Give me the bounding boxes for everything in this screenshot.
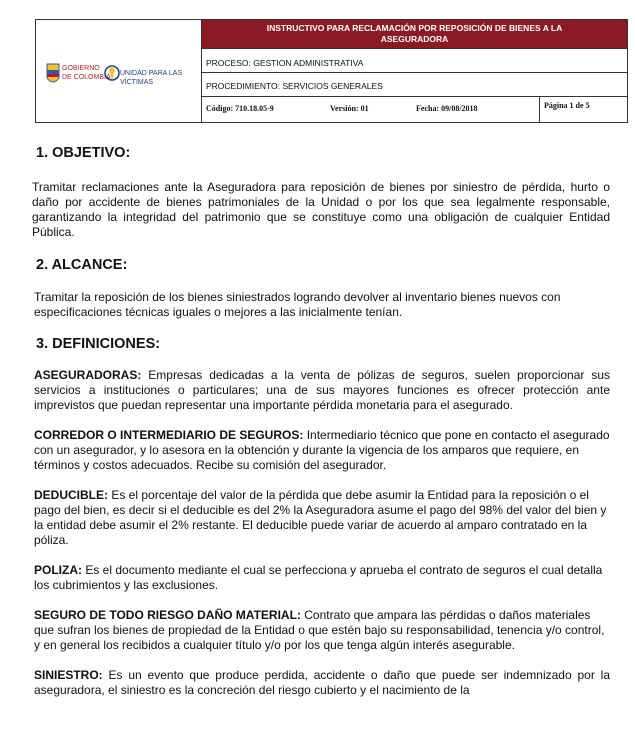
definition-item: SINIESTRO: Es un evento que produce perdida, accidente o daño que puede ser indemnizado por la aseguradora, el siniestro es la concreción del riesgo cubierto y el nacimiento de la: [34, 668, 610, 697]
definition-item: ASEGURADORAS: Empresas dedicadas a la venta de pólizas de seguros, suelen proporcionar sus servicios a instituciones o particulares; una de sus mayores funciones es ofrecer protección ante imprevistos que puedan representar una importante pérdida monetaria para el asegurado.: [34, 368, 610, 412]
codigo: Código: 710.18.05-9: [206, 104, 274, 113]
objetivo-heading: 1. OBJETIVO:: [36, 145, 131, 161]
alcance-heading: 2. ALCANCE:: [36, 257, 128, 273]
pagina: Página 1 de 5: [539, 97, 627, 122]
definition-item: DEDUCIBLE: Es el porcentaje del valor de la pérdida que debe asumir la Entidad para la reposición o el pago del bien, es decir si el deducible es del 2% la Aseguradora asume el pago del 98% del valor del bien y la entidad debe asumir el 2% restante. El deducible puede variar de acuerdo al amparo contratado en la póliza.: [34, 488, 607, 547]
logo1-text: GOBIERNO DE COLOMBIA: [62, 65, 111, 81]
procedimiento-row: PROCEDIMIENTO: SERVICIOS GENERALES: [202, 72, 627, 96]
proceso-row: PROCESO: GESTION ADMINISTRATIVA: [202, 48, 627, 72]
definiciones-heading: 3. DEFINICIONES:: [36, 336, 161, 352]
document-header: [35, 19, 628, 123]
meta-row: [202, 96, 627, 122]
document-body: [32, 146, 610, 698]
version: Versión: 01: [330, 104, 369, 113]
victims-unit-logo-icon: [104, 62, 120, 84]
fecha: Fecha: 09/08/2018: [416, 104, 478, 113]
definition-item: SEGURO DE TODO RIESGO DAÑO MATERIAL: Contrato que ampara las pérdidas o daños materiales que sufran los bienes de propiedad de la Entidad o que estén bajo su responsabilidad, tenencia y/o control, y en general los recibidos a cualquier título y/o por los que tenga algún interés asegurable.: [34, 608, 605, 652]
document-title: INSTRUCTIVO PARA RECLAMACIÓN POR REPOSICIÓN DE BIENES A LA ASEGURADORA: [202, 20, 627, 48]
logo-cell: [36, 20, 202, 122]
logo2-text: UNIDAD PARA LAS VÍCTIMAS: [120, 70, 183, 86]
objetivo-text: Tramitar reclamaciones ante la Aseguradora para reposición de bienes por siniestro de pérdida, hurto o daño por accidente de bienes patrimoniales de la Unidad o por los que sea legalmente responsable, garantizando la integridad del patrimonio que se constituye como una obligación de cualquier Entidad Pública.: [32, 180, 610, 239]
definition-item: POLIZA: Es el documento mediante el cual se perfecciona y aprueba el contrato de seguros el cual detalla los cubrimientos y las exclusiones.: [34, 563, 603, 592]
definitions-list: [34, 368, 610, 698]
definition-item: CORREDOR O INTERMEDIARIO DE SEGUROS: Intermediario técnico que pone en contacto el asegurado con un asegurador, y lo asesora en la obtención y durante la vigencia de los amparos que requiere, en términos y costos adecuados. Recibe su comisión del asegurador.: [34, 428, 610, 472]
alcance-text: Tramitar la reposición de los bienes siniestrados logrando devolver al inventario bienes nuevos con especificaciones técnicas iguales o mejores a las inicialmente tenían.: [34, 290, 561, 319]
